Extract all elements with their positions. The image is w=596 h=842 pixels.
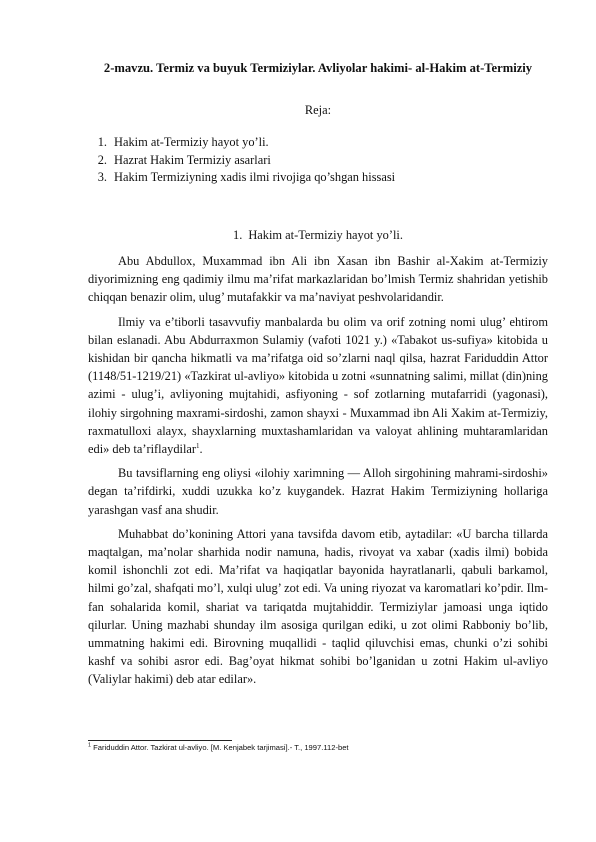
footnote-text: Fariduddin Attor. Tazkirat ul-avliyo. [M. Kenjabek tarjimasi].- T., 1997.112-bet bbox=[91, 743, 349, 752]
body-text bbox=[88, 252, 548, 689]
paragraph: Muhabbat do’konining Attori yana tavsifda davom etib, aytadilar: «U barcha tillarda maqtalgan, ma’nolar sharhida nodir namuna, hadis, rivoyat va xabar (xadis ilmi) bobida komil ishonchli zot edi. Ma’rifat va haqiqatlar bayonida hayratlanarli, qabuli barkamol, hilmi go’zal, shafqati mo’l, xulqi ulug’ zot edi. Va uning riyozat va karomatlari ko’pdir. Ilm-fan sohalarida komil, shariat va tariqatda mujtahiddir. Termiziylar jamoasi unga iqtido qilurlar. Uning mazhabi shunday ilm asosiga qurilgan ediki, u zot olimi Rabboniy bo’lib, ummatning hakimi edi. Birovning muqallidi - taqlid qiluvchisi emas, chunki o’zi sohibi kashf va sohibi asror edi. Bag’oyat hikmat sohibi bo’lganidan u zotni Hakim ul-avliyo (Valiylar hakimi) deb atar edilar». bbox=[88, 526, 548, 687]
section-number: 1. bbox=[233, 228, 243, 242]
plan-item bbox=[88, 152, 548, 170]
section-heading-text: Hakim at-Termiziy hayot yo’li. bbox=[248, 228, 403, 242]
paragraph bbox=[88, 313, 548, 459]
plan-item bbox=[88, 134, 548, 152]
plan-item-number: 3. bbox=[97, 170, 107, 184]
section-heading bbox=[88, 227, 548, 244]
footnote-number: 1 bbox=[88, 742, 92, 749]
paragraph-text: Ilmiy va e’tiborli tasavvufiy manbalarda bu olim va orif zotning nomi ulug’ ehtirom bilan eslanadi. Abu Abdurraxmon Sulamiy (vafoti 1021 y.) «Tabakot us-sufiya» kitobida u kishidan bir qancha hikmatli va ma’rifatga oid so’zlarni naql qilsa, hazrat Fariduddin Attor (1148/51-1219/21) «Tazkirat ul-avliyo» kitobida u zotni «sunnatning salimi, millat (din)ning azimi - ulug’i, avliyoning mujtahidi, asfiyoning - sof zotlarning mutafarridi (yagonasi), ilohiy sirgohning maxrami-sirdoshi, zamon shayxi - Muxammad ibn Ali Xakim at-Termiziy, raxmatulloxi alayx, shayxlarning muxtashamlaridan va valoyat ahlining muhtaramlaridan edi» deb ta’riflaydilar bbox=[88, 314, 548, 457]
plan-item-number: 1. bbox=[97, 135, 107, 149]
paragraph: Bu tavsiflarning eng oliysi «ilohiy xarimning — Alloh sirgohining mahrami-sirdoshi» degan ta’rifdirki, xuddi uzukka ko’z kuygandek. Hazrat Hakim Termiziyning hollariga yarashgan vasf ana shudir. bbox=[88, 466, 548, 517]
plan-item-text: Hazrat Hakim Termiziy asarlari bbox=[114, 152, 271, 167]
footnote-separator bbox=[88, 740, 232, 741]
page-title: 2-mavzu. Termiz va buyuk Termiziylar. Avliyolar hakimi- al-Hakim at-Termiziy bbox=[103, 61, 533, 75]
plan-item-number: 2. bbox=[97, 152, 107, 167]
plan-label: Reja: bbox=[304, 103, 332, 117]
plan-item bbox=[88, 169, 548, 187]
paragraph-end-punctuation: . bbox=[199, 442, 203, 457]
paragraph: Abu Abdullox, Muxammad ibn Ali ibn Xasan ibn Bashir al-Xakim at-Termiziy diyorimizning eng qadimiy ilmu ma’rifat markazlaridan bo’lmish Termiz shahridan yetishib chiqqan benazir olim, ulug’ mutafakkir va ma’naviyat peshvolaridandir. bbox=[88, 254, 548, 305]
plan-list bbox=[88, 134, 548, 187]
plan-item-text: Hakim Termiziyning xadis ilmi rivojiga qo’shgan hissasi bbox=[114, 170, 396, 184]
plan-item-text: Hakim at-Termiziy hayot yo’li. bbox=[114, 135, 269, 149]
footnote bbox=[88, 743, 548, 753]
footnote-reference[interactable]: 1 bbox=[196, 441, 200, 450]
